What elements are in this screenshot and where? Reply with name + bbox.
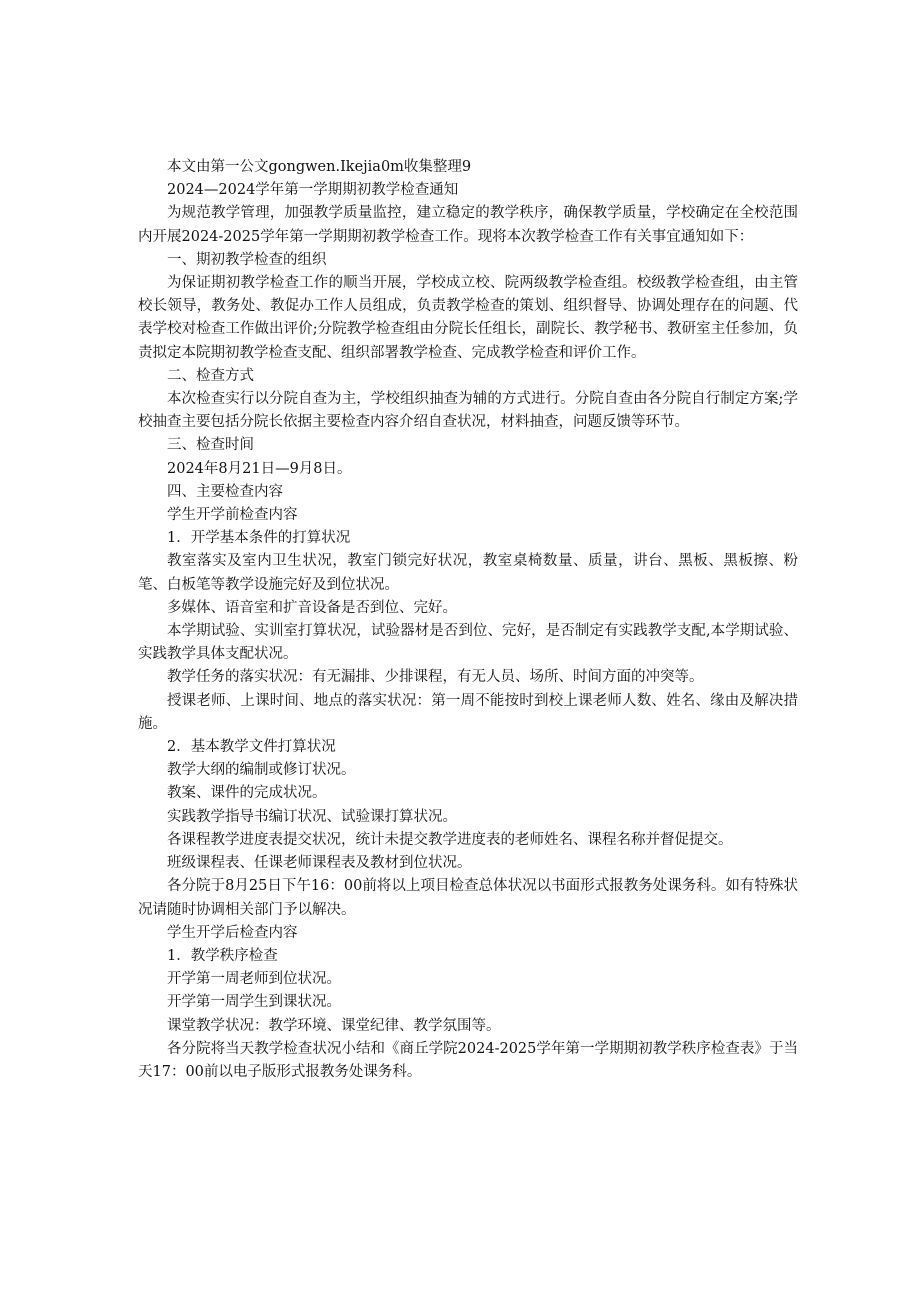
paragraph-report-deadline: 各分院于8月25日下午16：00前将以上项目检查总体状况以书面形式报教务处课务科。如有特殊状况请随时协调相关部门予以解决。	[138, 878, 798, 918]
item-heading-documents: 2．基本教学文件打算状况	[167, 739, 336, 756]
paragraph-teacher-attendance: 开学第一周老师到位状况。	[167, 971, 341, 988]
paragraph-organization: 为保证期初教学检查工作的顺当开展，学校成立校、院两级教学检查组。校级教学检查组，由主管校长领导，教务处、教促办工作人员组成，负责教学检查的策划、组织督导、协调处理存在的问题、代表学校对检查工作做出评价;分院教学检查组由分院长任组长，副院长、教学秘书、教研室主任参加，负责拟定本院期初教学检查支配、组织部署教学检查、完成教学检查和评价工作。	[138, 275, 798, 361]
source-note: 本文由第一公文gongwen.Ikejia0m收集整理9	[167, 159, 472, 175]
paragraph-practice-guides: 实践教学指导书编订状况、试验课打算状况。	[167, 808, 457, 825]
section-heading-time: 三、检查时间	[167, 437, 254, 454]
paragraph-labs: 本学期试验、实训室打算状况，试验器材是否到位、完好，是否制定有实践教学支配,本学期试验、实践教学具体支配状况。	[138, 623, 798, 663]
item-heading-order-check: 1．教学秩序检查	[167, 947, 278, 964]
subheading-after-term: 学生开学后检查内容	[167, 924, 298, 941]
paragraph-student-attendance: 开学第一周学生到课状况。	[167, 994, 341, 1011]
paragraph-teaching-tasks: 教学任务的落实状况：有无漏排、少排课程，有无人员、场所、时间方面的冲突等。	[167, 669, 704, 686]
paragraph-classroom-status: 课堂教学状况：教学环境、课堂纪律、教学氛围等。	[167, 1017, 501, 1034]
paragraph-intro: 为规范教学管理，加强教学质量监控，建立稳定的教学秩序，确保教学质量，学校确定在全校范围内开展2024-2025学年第一学期期初教学检查工作。现将本次教学检查工作有关事宜通知如下：	[138, 205, 798, 245]
paragraph-classrooms: 教室落实及室内卫生状况，教室门锁完好状况，教室桌椅数量、质量，讲台、黑板、黑板擦、粉笔、白板笔等教学设施完好及到位状况。	[138, 553, 798, 593]
paragraph-lesson-plans: 教案、课件的完成状况。	[167, 785, 327, 802]
paragraph-teachers: 授课老师、上课时间、地点的落实状况：第一周不能按时到校上课老师人数、姓名、缘由及解决措施。	[138, 692, 798, 732]
item-heading-basic-conditions: 1．开学基本条件的打算状况	[167, 530, 351, 547]
section-heading-method: 二、检查方式	[167, 367, 254, 384]
section-heading-content: 四、主要检查内容	[167, 483, 283, 500]
document-body	[138, 156, 798, 1084]
paragraph-syllabus: 教学大纲的编制或修订状况。	[167, 762, 356, 779]
subheading-before-term: 学生开学前检查内容	[167, 507, 298, 524]
paragraph-progress-tables: 各课程教学进度表提交状况，统计未提交教学进度表的老师姓名、课程名称并督促提交。	[167, 831, 733, 848]
paragraph-time: 2024年8月21日—9月8日。	[167, 460, 352, 477]
paragraph-method: 本次检查实行以分院自查为主，学校组织抽查为辅的方式进行。分院自查由各分院自行制定方案;学校抽查主要包括分院长依据主要检查内容介绍自查状况，材料抽查，问题反馈等环节。	[138, 391, 798, 431]
section-heading-organization: 一、期初教学检查的组织	[167, 251, 327, 268]
document-title: 2024—2024学年第一学期期初教学检查通知	[167, 182, 459, 199]
paragraph-multimedia: 多媒体、语音室和扩音设备是否到位、完好。	[167, 599, 457, 616]
paragraph-daily-report: 各分院将当天教学检查状况小结和《商丘学院2024-2025学年第一学期期初教学秩序检查表》于当天17：00前以电子版形式报教务处课务科。	[138, 1040, 798, 1080]
paragraph-timetables: 班级课程表、任课老师课程表及教材到位状况。	[167, 855, 472, 872]
